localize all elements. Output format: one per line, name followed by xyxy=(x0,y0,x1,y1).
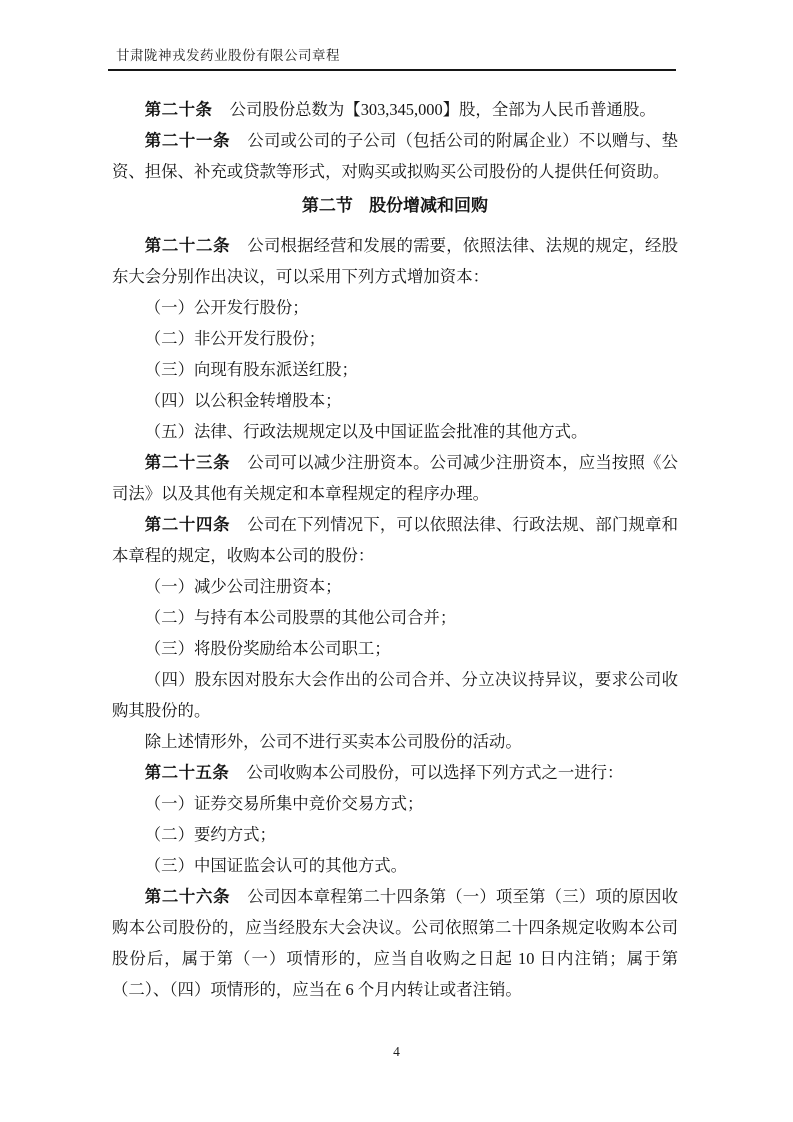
article-text: 公司收购本公司股份，可以选择下列方式之一进行： xyxy=(246,763,624,782)
article-text: 公司根据经营和发展的需要，依照法律、法规的规定，经股东大会分别作出决议，可以采用下列方式增加资本： xyxy=(112,236,679,286)
article-number: 第二十一条 xyxy=(144,131,231,150)
article-number: 第二十二条 xyxy=(144,236,231,255)
section-title: 股份增减和回购 xyxy=(369,196,489,215)
article-number: 第二十四条 xyxy=(144,515,231,534)
page-number: 4 xyxy=(393,1044,400,1059)
list-item: （二）与持有本公司股票的其他公司合并； xyxy=(144,608,457,627)
article-number: 第二十条 xyxy=(144,100,213,119)
article-paragraph xyxy=(112,509,678,571)
article-text: 公司或公司的子公司（包括公司的附属企业）不以赠与、垫资、担保、补充或贷款等形式，对购买或拟购买公司股份的人提供任何资助。 xyxy=(112,131,679,181)
list-item: （五）法律、行政法规规定以及中国证监会批准的其他方式。 xyxy=(144,422,588,441)
article-number: 第二十三条 xyxy=(144,453,231,472)
list-item: （一）减少公司注册资本； xyxy=(144,577,342,596)
list-item: （四）以公积金转增股本； xyxy=(144,391,342,410)
article-paragraph xyxy=(112,757,678,788)
list-item: （二）非公开发行股份； xyxy=(144,329,326,348)
article-number: 第二十六条 xyxy=(144,887,231,906)
article-text: 公司可以减少注册资本。公司减少注册资本，应当按照《公司法》以及其他有关规定和本章程规定的程序办理。 xyxy=(112,453,679,503)
article-number: 第二十五条 xyxy=(144,763,230,782)
section-number: 第二节 xyxy=(301,196,353,215)
document-title: 甘肃陇神戎发药业股份有限公司章程 xyxy=(116,48,340,63)
article-paragraph xyxy=(112,881,678,1005)
article-paragraph xyxy=(112,230,678,292)
list-item: （三）向现有股东派送红股； xyxy=(144,360,358,379)
page-header xyxy=(108,44,676,71)
article-paragraph xyxy=(112,125,678,187)
article-paragraph xyxy=(112,447,678,509)
page-footer xyxy=(0,1044,793,1060)
list-item: （一）证券交易所集中竞价交易方式； xyxy=(144,794,424,813)
article-text: 公司因本章程第二十四条第（一）项至第（三）项的原因收购本公司股份的，应当经股东大会决议。公司依照第二十四条规定收购本公司股份后，属于第（一）项情形的，应当自收购之日起 10 日内注销；属于第（二）、（四）项情形的，应当在 6 个月内转让或者注销。 xyxy=(112,887,679,999)
paragraph: 除上述情形外，公司不进行买卖本公司股份的活动。 xyxy=(144,732,522,751)
list-item: （三）将股份奖励给本公司职工； xyxy=(144,639,391,658)
article-text: 公司在下列情况下，可以依照法律、行政法规、部门规章和本章程的规定，收购本公司的股份： xyxy=(112,515,679,565)
list-item: （四）股东因对股东大会作出的公司合并、分立决议持异议，要求公司收购其股份的。 xyxy=(112,670,678,720)
article-text: 公司股份总数为【303,345,000】股，全部为人民币普通股。 xyxy=(229,100,656,119)
list-item: （三）中国证监会认可的其他方式。 xyxy=(144,856,408,875)
article-paragraph xyxy=(112,94,678,125)
list-item: （一）公开发行股份； xyxy=(144,298,309,317)
list-item: （二）要约方式； xyxy=(144,825,276,844)
section-heading xyxy=(112,190,678,221)
document-body xyxy=(112,94,678,1005)
